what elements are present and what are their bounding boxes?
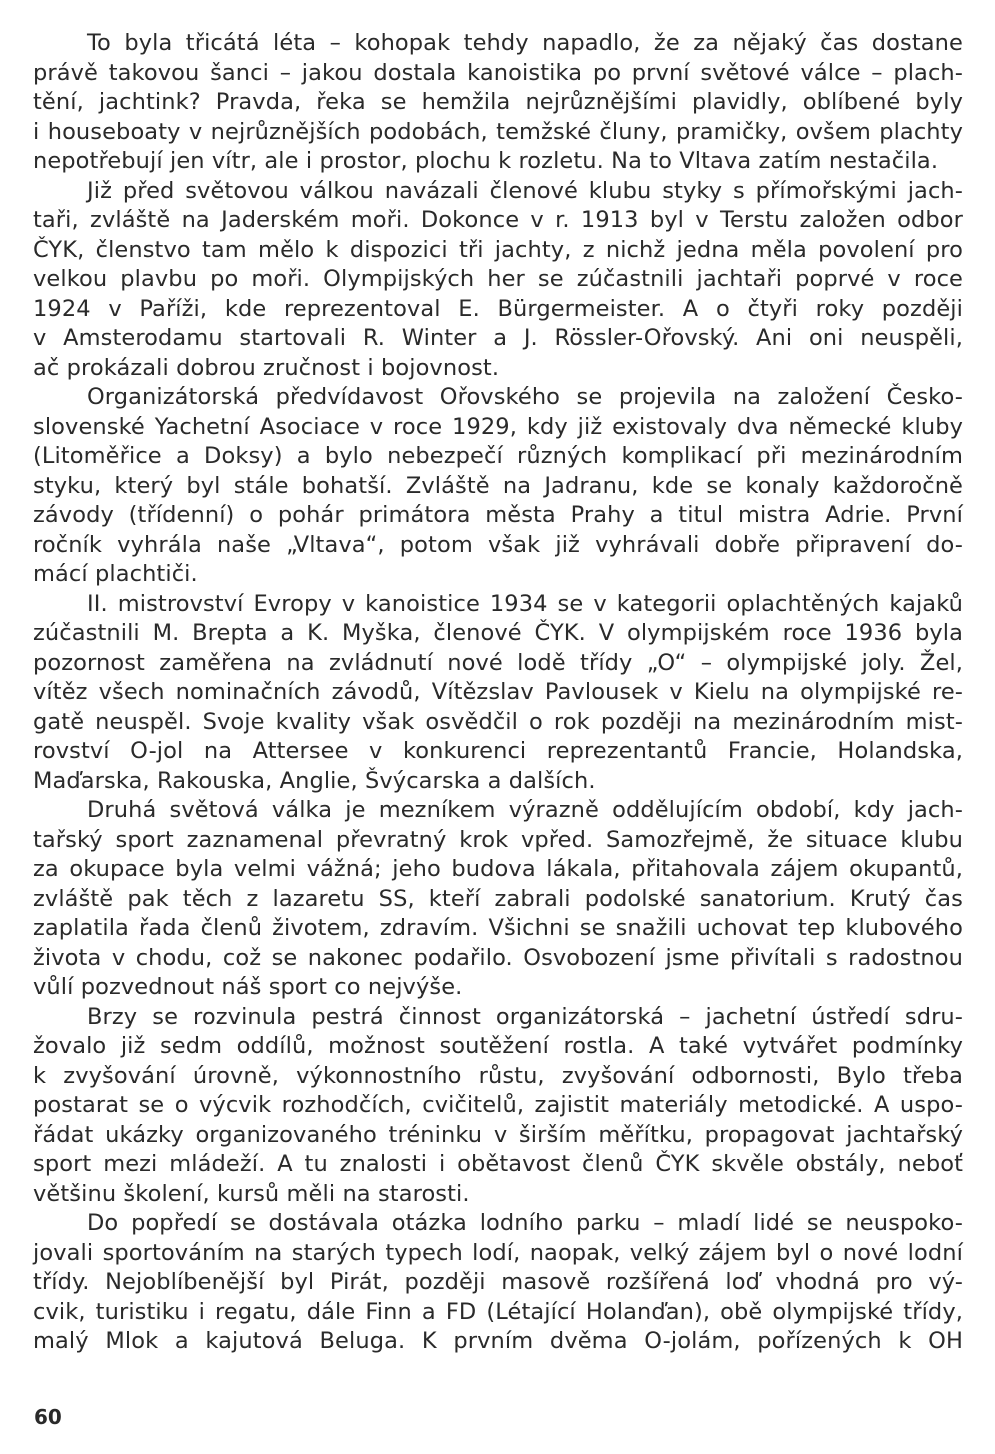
- text-line: jovali sportováním na starých typech lodí, naopak, velký zájem byl o nové lodní: [33, 1239, 963, 1266]
- text-line: i houseboaty v nejrůznějších podobách, temžské čluny, pramičky, ovšem plachty: [33, 118, 963, 145]
- text-line: ročník vyhrála naše „Vltava“, potom však již vyhrávali dobře připravení do-: [33, 531, 963, 558]
- text-line: mácí plachtiči.: [33, 561, 198, 587]
- text-line: řádat ukázky organizovaného tréninku v širším měřítku, propagovat jachtařský: [33, 1121, 963, 1148]
- text-line: II. mistrovství Evropy v kanoistice 1934 se v kategorii oplachtěných kajaků: [87, 590, 963, 617]
- page-number: 60: [34, 1405, 62, 1429]
- text-line: gatě neuspěl. Svoje kvality však osvědčil o rok později na mezinárodním mist-: [33, 708, 963, 735]
- text-line: vůlí pozvednout náš sport co nejvýše.: [33, 974, 463, 1000]
- text-line: velkou plavbu po moři. Olympijských her se zúčastnili jachtaři poprvé v roce: [33, 266, 963, 292]
- text-line: ač prokázali dobrou zručnost i bojovnost.: [33, 354, 500, 381]
- text-line: malý Mlok a kajutová Beluga. K prvním dvěma O-jolám, pořízených k OH: [33, 1328, 963, 1354]
- text-line: závody (třídenní) o pohár primátora města Prahy a titul mistra Adrie. První: [33, 502, 963, 528]
- text-line: To byla třicátá léta – kohopak tehdy napadlo, že za nějaký čas dostane: [87, 30, 963, 56]
- text-line: právě takovou šanci – jakou dostala kanoistika po první světové válce – plach-: [33, 59, 963, 86]
- text-line: slovenské Yachetní Asociace v roce 1929, kdy již existovaly dva německé kluby: [33, 413, 963, 440]
- text-line: třídy. Nejoblíbenější byl Pirát, později masově rozšířená loď vhodná pro vý-: [33, 1269, 963, 1295]
- text-line: cvik, turistiku i regatu, dále Finn a FD (Létající Holanďan), obě olympijské třídy,: [33, 1298, 963, 1325]
- text-line: Již před světovou válkou navázali členové klubu styky s přímořskými jach-: [87, 177, 963, 204]
- text-line: tění, jachtink? Pravda, řeka se hemžila nejrůznějšími plavidly, oblíbené byly: [33, 89, 963, 115]
- text-line: sport mezi mládeží. A tu znalosti i obětavost členů ČYK skvěle obstály, neboť: [33, 1151, 963, 1177]
- text-line: žovalo již sedm oddílů, možnost soutěžení rostla. A také vytvářet podmínky: [33, 1033, 963, 1059]
- text-line: pozornost zaměřena na zvládnutí nové lodě třídy „O“ – olympijské joly. Žel,: [33, 649, 963, 676]
- text-line: Brzy se rozvinula pestrá činnost organizátorská – jachetní ústředí sdru-: [87, 1003, 963, 1030]
- text-line: nepotřebují jen vítr, ale i prostor, plochu k rozletu. Na to Vltava zatím nestačila.: [33, 148, 939, 174]
- text-line: tařský sport zaznamenal převratný krok vpřed. Samozřejmě, že situace klubu: [33, 826, 963, 853]
- text-line: života v chodu, což se nakonec podařilo. Osvobození jsme přivítali s radostnou: [33, 944, 963, 971]
- text-line: styku, který byl stále bohatší. Zvláště na Jadranu, kde se konaly každoročně: [33, 472, 963, 499]
- text-line: zúčastnili M. Brepta a K. Myška, členové ČYK. V olympijském roce 1936 byla: [33, 620, 963, 646]
- body-text: [33, 29, 963, 1357]
- text-line: za okupace byla velmi vážná; jeho budova lákala, přitahovala zájem okupantů,: [33, 856, 963, 882]
- text-line: ČYK, členstvo tam mělo k dispozici tři jachty, z nichž jedna měla povolení pro: [33, 236, 963, 263]
- text-line: 1924 v Paříži, kde reprezentoval E. Bürgermeister. A o čtyři roky později: [33, 295, 963, 322]
- text-line: k zvyšování úrovně, výkonnostního růstu, zvyšování odbornosti, Bylo třeba: [33, 1062, 963, 1089]
- text-line: Maďarska, Rakouska, Anglie, Švýcarska a dalších.: [33, 767, 596, 794]
- text-line: většinu školení, kursů měli na starosti.: [33, 1180, 470, 1207]
- text-line: Do popředí se dostávala otázka lodního parku – mladí lidé se neuspoko-: [87, 1210, 963, 1236]
- text-line: (Litoměřice a Doksy) a bylo nebezpečí různých komplikací při mezinárodním: [33, 443, 963, 469]
- text-line: taři, zvláště na Jaderském moři. Dokonce v r. 1913 byl v Terstu založen odbor: [33, 207, 963, 233]
- text-line: postarat se o výcvik rozhodčích, cvičitelů, zajistit materiály metodické. A uspo-: [33, 1092, 963, 1118]
- text-line: v Amsterodamu startovali R. Winter a J. Rössler-Ořovský. Ani oni neuspěli,: [33, 325, 963, 351]
- text-line: Druhá světová válka je mezníkem výrazně oddělujícím období, kdy jach-: [87, 797, 963, 823]
- text-line: vítěz všech nominačních závodů, Vítězslav Pavlousek v Kielu na olympijské re-: [33, 679, 963, 705]
- text-line: Organizátorská předvídavost Ořovského se projevila na založení Česko-: [87, 384, 963, 410]
- text-line: zaplatila řada členů životem, zdravím. Všichni se snažili uchovat tep klubového: [33, 915, 963, 941]
- text-line: rovství O-jol na Attersee v konkurenci reprezentantů Francie, Holandska,: [33, 738, 963, 764]
- text-line: zvláště pak těch z lazaretu SS, kteří zabrali podolské sanatorium. Krutý čas: [33, 885, 963, 912]
